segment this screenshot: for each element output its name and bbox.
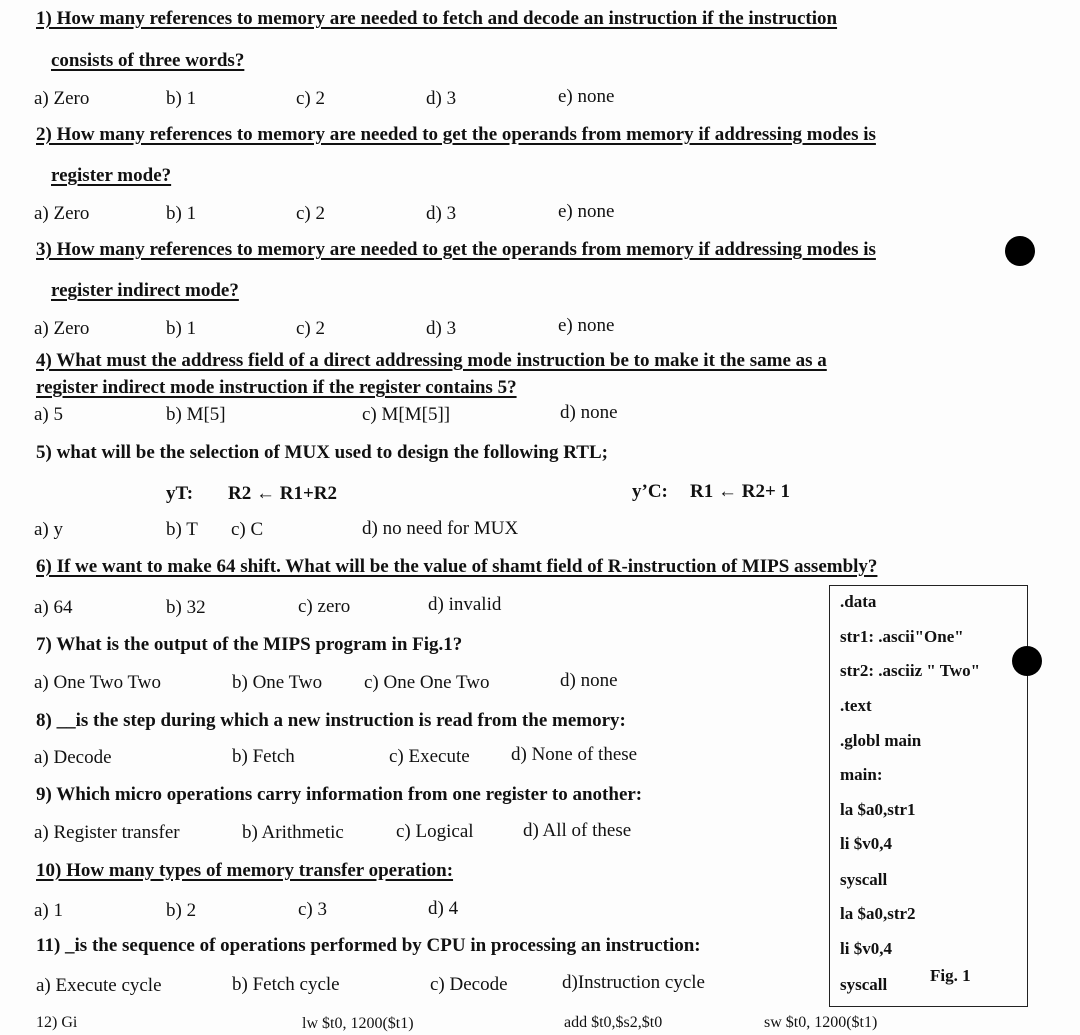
q4-stem-line2: register indirect mode instruction if the register contains 5?: [36, 377, 517, 398]
q3-option-d: d) 3: [426, 318, 457, 339]
fig1-line-3: str2: .asciiz " Two": [840, 661, 981, 680]
q8-option-a: a) Decode: [34, 747, 112, 768]
q1-stem-line2: consists of three words?: [51, 50, 245, 71]
q3-stem-line2: register indirect mode?: [51, 280, 239, 301]
q9-option-c: c) Logical: [396, 821, 474, 842]
q2-stem-line1: 2) How many references to memory are needed to get the operands from memory if addressing modes is: [36, 124, 876, 145]
q12-code-fragment-3: sw $t0, 1200($t1): [764, 1014, 878, 1031]
q2-option-d: d) 3: [426, 203, 457, 224]
fig1-line-1: .data: [840, 592, 877, 611]
q5-stem: 5) what will be the selection of MUX used to design the following RTL;: [36, 442, 608, 463]
q5-rtl1-expression: R2 ← R1+R2: [228, 483, 337, 504]
q6-option-a: a) 64: [34, 597, 73, 618]
fig1-line-12: syscall: [840, 975, 888, 994]
q7-option-d: d) none: [560, 670, 618, 691]
q7-option-b: b) One Two: [232, 672, 323, 693]
q6-stem: 6) If we want to make 64 shift. What will be the value of shamt field of R-instruction of MIPS assembly?: [36, 556, 878, 577]
q7-option-a: a) One Two Two: [34, 672, 161, 693]
q5-rtl1-label: yT:: [166, 483, 194, 504]
q5-option-b: b) T: [166, 519, 198, 540]
q9-option-a: a) Register transfer: [34, 822, 180, 843]
q1-option-c: c) 2: [296, 88, 326, 109]
q1-stem-line1: 1) How many references to memory are needed to fetch and decode an instruction if the instruction: [36, 8, 838, 29]
q3-option-e: e) none: [558, 315, 615, 336]
q10-option-c: c) 3: [298, 899, 328, 920]
q7-stem: 7) What is the output of the MIPS program in Fig.1?: [36, 634, 463, 655]
fig1-line-11: li $v0,4: [840, 939, 892, 958]
q11-stem: 11) _is the sequence of operations performed by CPU in processing an instruction:: [36, 935, 701, 956]
q2-stem-line2: register mode?: [51, 165, 172, 186]
fig1-code-box: [829, 585, 1028, 1007]
q10-stem: 10) How many types of memory transfer operation:: [36, 860, 454, 881]
q5-option-a: a) y: [34, 519, 64, 540]
q11-option-d: d)Instruction cycle: [562, 972, 705, 993]
fig1-line-6: main:: [840, 765, 883, 784]
q8-option-d: d) None of these: [511, 744, 638, 765]
q5-rtl2-label: y’C:: [632, 481, 668, 502]
q5-option-c: c) C: [231, 519, 264, 540]
q12-code-fragment-1: lw $t0, 1200($t1): [302, 1015, 414, 1032]
punch-hole-marker-icon: [1012, 646, 1042, 676]
q11-option-c: c) Decode: [430, 974, 508, 995]
q10-option-a: a) 1: [34, 900, 64, 921]
q12-code-fragment-2: add $t0,$s2,$t0: [564, 1014, 663, 1031]
q10-option-d: d) 4: [428, 898, 459, 919]
fig1-line-4: .text: [840, 696, 872, 715]
q6-option-c: c) zero: [298, 596, 351, 617]
q1-option-a: a) Zero: [34, 88, 90, 109]
fig1-line-7: la $a0,str1: [840, 800, 916, 819]
q4-option-c: c) M[M[5]]: [362, 404, 451, 425]
q3-option-c: c) 2: [296, 318, 326, 339]
q4-option-b: b) M[5]: [166, 404, 226, 425]
q8-stem: 8) __is the step during which a new instruction is read from the memory:: [36, 710, 626, 731]
q11-option-a: a) Execute cycle: [36, 975, 162, 996]
q8-option-b: b) Fetch: [232, 746, 295, 767]
q5-rtl2-expression: R1 ← R2+ 1: [690, 481, 791, 502]
q9-option-b: b) Arithmetic: [242, 822, 344, 843]
q3-stem-line1: 3) How many references to memory are needed to get the operands from memory if addressing modes is: [36, 239, 876, 260]
q3-option-b: b) 1: [166, 318, 197, 339]
q1-option-d: d) 3: [426, 88, 457, 109]
fig1-line-2: str1: .ascii"One": [840, 627, 964, 646]
q2-option-b: b) 1: [166, 203, 197, 224]
q4-option-d: d) none: [560, 402, 618, 423]
q1-option-b: b) 1: [166, 88, 197, 109]
q12-stem-cut: 12) Gi: [36, 1014, 78, 1031]
q9-stem: 9) Which micro operations carry information from one register to another:: [36, 784, 643, 805]
fig1-caption: Fig. 1: [930, 966, 971, 985]
q10-option-b: b) 2: [166, 900, 197, 921]
fig1-line-5: .globl main: [840, 731, 922, 750]
fig1-line-10: la $a0,str2: [840, 904, 916, 923]
fig1-line-8: li $v0,4: [840, 834, 892, 853]
punch-hole-marker-icon: [1005, 236, 1035, 266]
q11-option-b: b) Fetch cycle: [232, 974, 340, 995]
fig1-line-9: syscall: [840, 870, 888, 889]
q9-option-d: d) All of these: [523, 820, 632, 841]
q3-option-a: a) Zero: [34, 318, 90, 339]
q6-option-d: d) invalid: [428, 594, 502, 615]
q2-option-e: e) none: [558, 201, 615, 222]
q5-option-d: d) no need for MUX: [362, 518, 519, 539]
q2-option-c: c) 2: [296, 203, 326, 224]
q4-option-a: a) 5: [34, 404, 64, 425]
q1-option-e: e) none: [558, 86, 615, 107]
q4-stem-line1: 4) What must the address field of a direct addressing mode instruction be to make it the same as a: [36, 350, 827, 371]
q8-option-c: c) Execute: [389, 746, 470, 767]
q6-option-b: b) 32: [166, 597, 206, 618]
q7-option-c: c) One One Two: [364, 672, 490, 693]
q2-option-a: a) Zero: [34, 203, 90, 224]
